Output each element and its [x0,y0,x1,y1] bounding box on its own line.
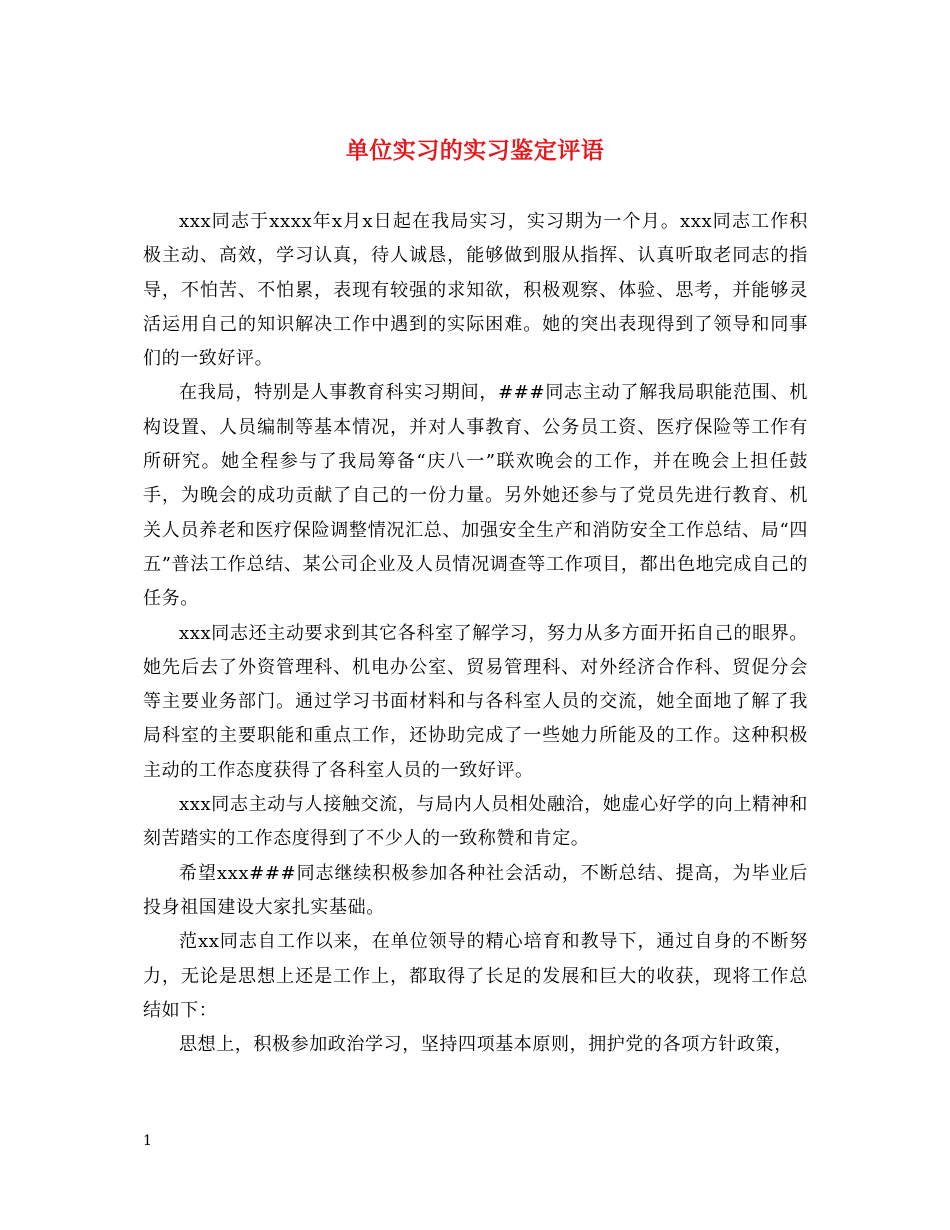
paragraph-5: 希望xxx###同志继续积极参加各种社会活动，不断总结、提高，为毕业后投身祖国建设大家扎实基础。 [143,862,808,918]
paragraph-2: 在我局，特别是人事教育科实习期间，###同志主动了解我局职能范围、机构设置、人员编制等基本情况，并对人事教育、公务员工资、医疗保险等工作有所研究。她全程参与了我局筹备“庆八一”联欢晚会的工作，并在晚会上担任鼓手，为晚会的成功贡献了自己的一份力量。另外她还参与了党员先进行教育、机关人员养老和医疗保险调整情况汇总、加强安全生产和消防安全工作总结、局“四五”普法工作总结、某公司企业及人员情况调查等工作项目，都出色地完成自己的任务。 [143,382,808,610]
page-number: 1 [143,1133,152,1149]
document-title: 单位实习的实习鉴定评语 [345,137,605,164]
paragraph-4: xxx同志主动与人接触交流，与局内人员相处融洽，她虚心好学的向上精神和刻苦踏实的工作态度得到了不少人的一致称赞和肯定。 [143,794,808,850]
paragraph-7: 思想上，积极参加政治学习，坚持四项基本原则，拥护党的各项方针政策， [179,1034,793,1056]
document-body [143,205,808,1062]
paragraph-1: xxx同志于xxxx年x月x日起在我局实习，实习期为一个月。xxx同志工作积极主动、高效，学习认真，待人诚恳，能够做到服从指挥、认真听取老同志的指导，不怕苦、不怕累，表现有较强的求知欲，积极观察、体验、思考，并能够灵活运用自己的知识解决工作中遇到的实际困难。她的突出表现得到了领导和同事们的一致好评。 [143,211,808,370]
paragraph-3: xxx同志还主动要求到其它各科室了解学习，努力从多方面开拓自己的眼界。她先后去了外资管理科、机电办公室、贸易管理科、对外经济合作科、贸促分会等主要业务部门。通过学习书面材料和与各科室人员的交流，她全面地了解了我局科室的主要职能和重点工作，还协助完成了一些她力所能及的工作。这种积极主动的工作态度获得了各科室人员的一致好评。 [143,622,808,781]
paragraph-6: 范xx同志自工作以来，在单位领导的精心培育和教导下，通过自身的不断努力，无论是思想上还是工作上，都取得了长足的发展和巨大的收获，现将工作总结如下： [143,931,808,1021]
